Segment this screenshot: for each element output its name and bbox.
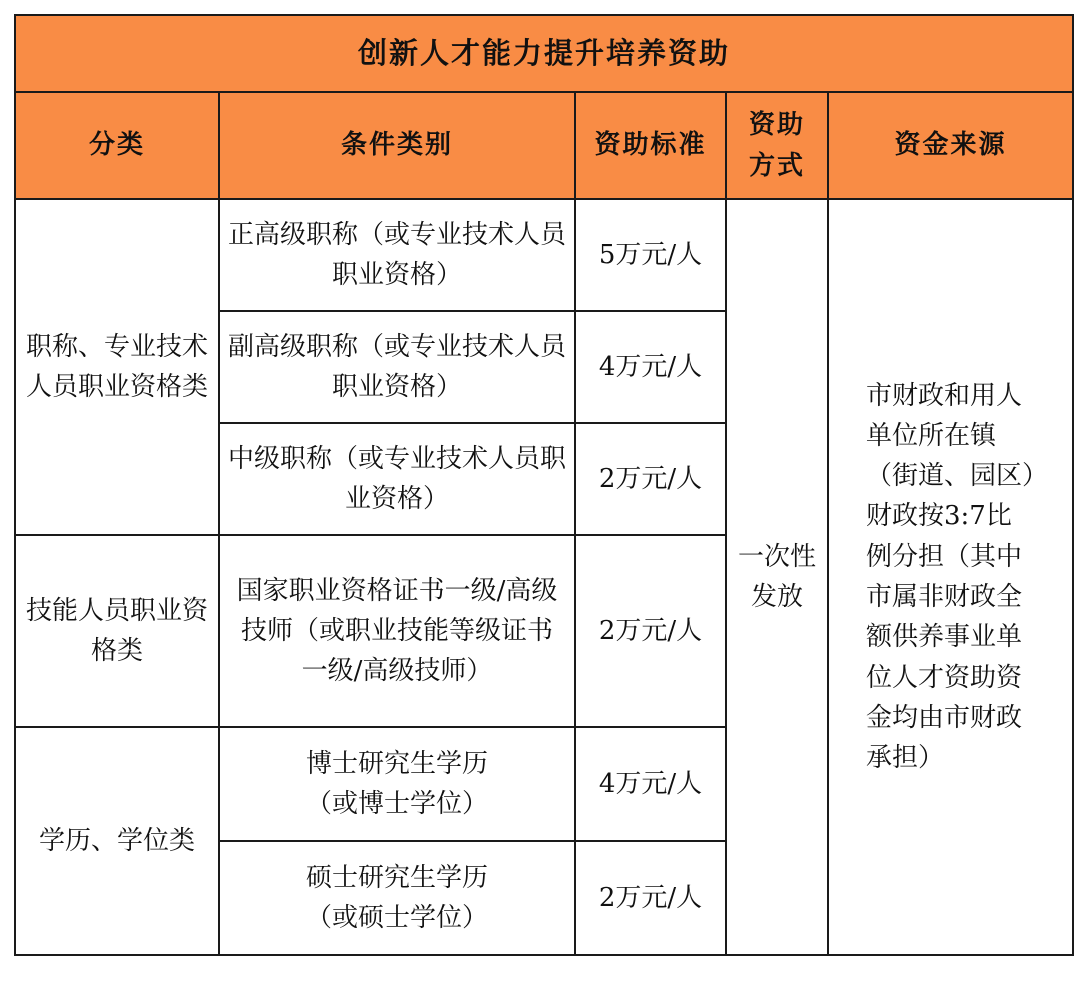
header-method-line2: 方式 xyxy=(748,150,805,181)
source-text: 市财政和用人单位所在镇（街道、园区）财政按3:7比例分担（其中市属非财政全额供养事业单位人才资助资金均由市财政承担） xyxy=(866,380,1036,774)
standard-text: 4万元/人 xyxy=(598,351,703,382)
standard-cell xyxy=(575,535,726,727)
condition-text: 正高级职称（或专业技术人员职业资格） xyxy=(228,219,567,290)
header-condition xyxy=(219,92,575,199)
condition-line1: 硕士研究生学历 xyxy=(305,862,488,893)
condition-cell xyxy=(219,535,575,727)
category-text: 学历、学位类 xyxy=(38,825,195,856)
condition-text: 中级职称（或专业技术人员职业资格） xyxy=(228,443,567,514)
header-source-text: 资金来源 xyxy=(894,130,1007,161)
condition-line2: （或硕士学位） xyxy=(305,903,488,933)
standard-text: 2万元/人 xyxy=(598,882,703,913)
condition-text: 国家职业资格证书一级/高级技师（或职业技能等级证书一级/高级技师） xyxy=(236,575,558,687)
header-standard-text: 资助标准 xyxy=(594,130,707,161)
method-cell xyxy=(726,199,828,955)
standard-text: 2万元/人 xyxy=(598,463,703,494)
category-text: 职称、专业技术人员职业资格类 xyxy=(26,331,209,402)
condition-cell xyxy=(219,311,575,423)
header-standard xyxy=(575,92,726,199)
condition-cell xyxy=(219,423,575,535)
table-title-text: 创新人才能力提升培养资助 xyxy=(357,36,730,71)
header-condition-text: 条件类别 xyxy=(340,130,453,161)
table-row xyxy=(15,199,1073,311)
standard-cell xyxy=(575,727,726,841)
header-method xyxy=(726,92,828,199)
header-method-line1: 资助 xyxy=(748,110,805,141)
method-text: 一次性发放 xyxy=(737,541,816,612)
condition-cell xyxy=(219,199,575,311)
header-category-text: 分类 xyxy=(88,130,145,161)
standard-text: 2万元/人 xyxy=(598,615,703,646)
standard-cell xyxy=(575,311,726,423)
header-source xyxy=(828,92,1073,199)
standard-cell xyxy=(575,841,726,955)
condition-cell xyxy=(219,727,575,841)
header-category xyxy=(15,92,219,199)
standard-cell xyxy=(575,423,726,535)
condition-line2: （或博士学位） xyxy=(305,789,488,819)
category-text: 技能人员职业资格类 xyxy=(26,595,209,666)
condition-line1: 博士研究生学历 xyxy=(305,748,488,779)
condition-cell xyxy=(219,841,575,955)
category-cell xyxy=(15,199,219,535)
table-title xyxy=(15,15,1073,92)
standard-cell xyxy=(575,199,726,311)
category-cell xyxy=(15,535,219,727)
standard-text: 5万元/人 xyxy=(598,239,703,270)
standard-text: 4万元/人 xyxy=(598,768,703,799)
category-cell xyxy=(15,727,219,955)
subsidy-table xyxy=(14,14,1074,956)
condition-text: 副高级职称（或专业技术人员职业资格） xyxy=(228,331,567,402)
source-cell xyxy=(828,199,1073,955)
